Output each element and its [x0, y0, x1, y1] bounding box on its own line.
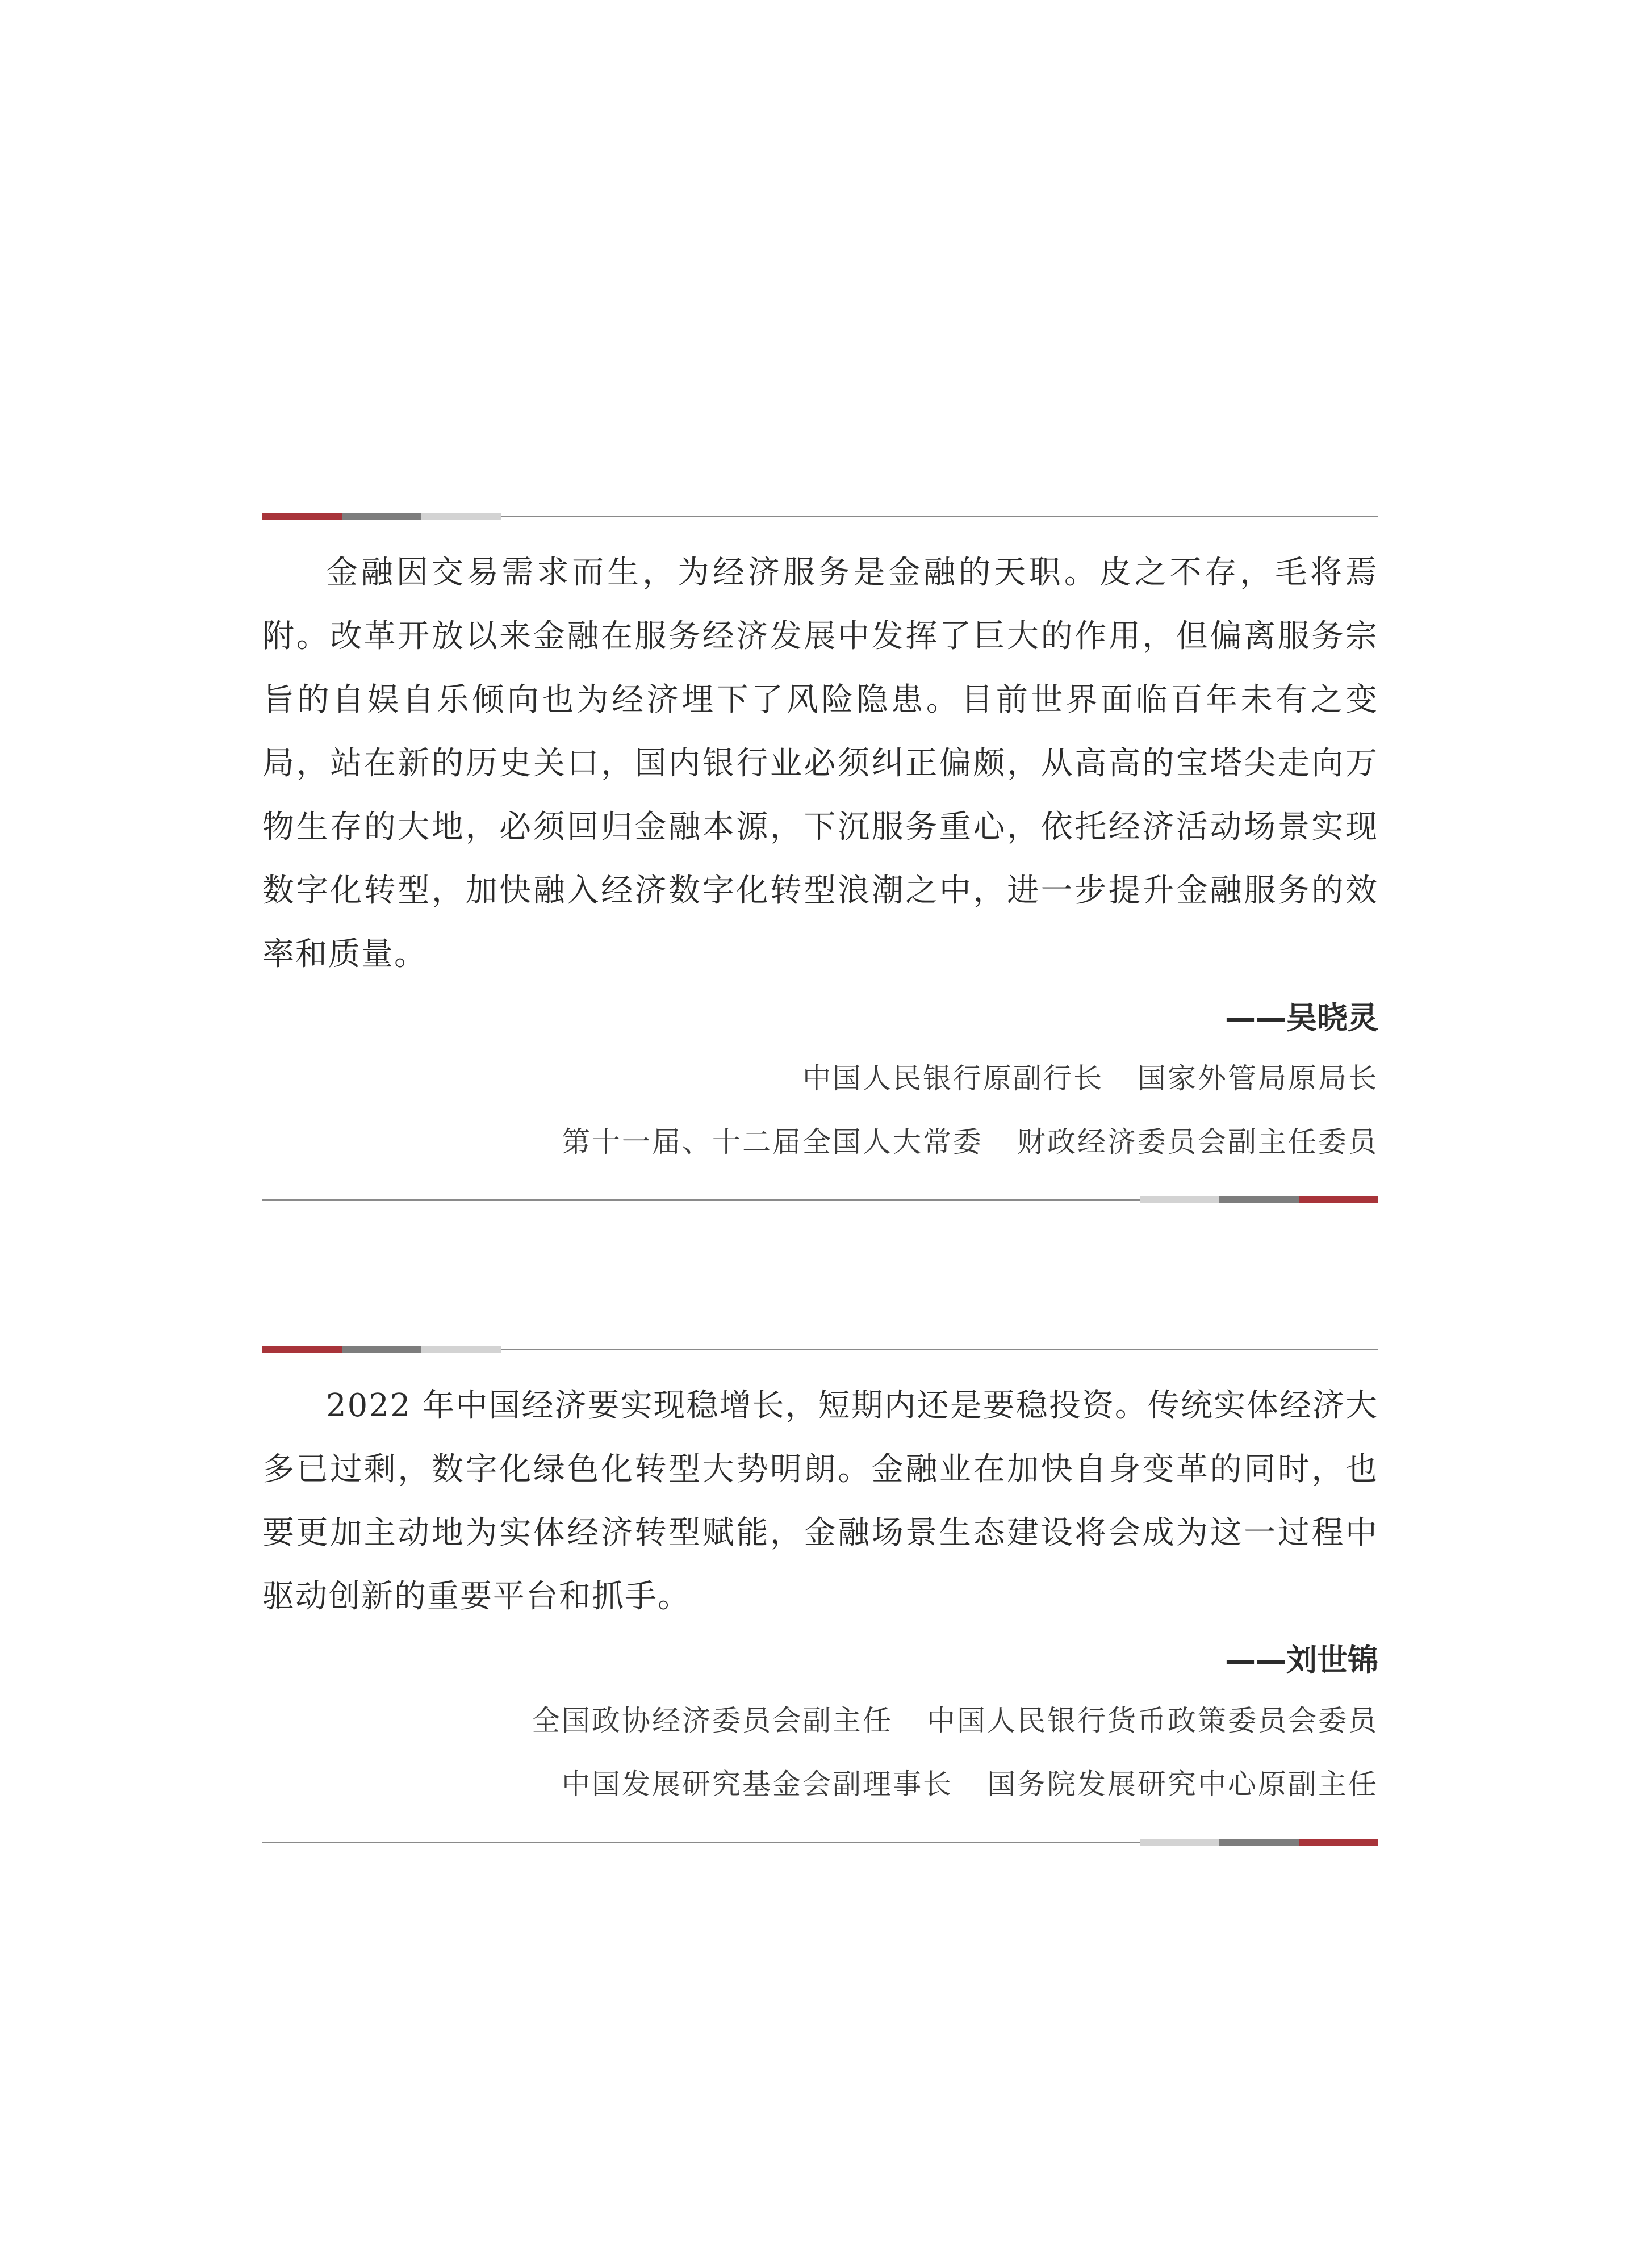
author-affiliation-line: [262, 1689, 1378, 1752]
affiliation-title: 全国政协经济委员会副主任: [532, 1704, 893, 1737]
author-affiliation-line: [262, 1752, 1378, 1816]
bottom-divider: [262, 1196, 1378, 1203]
quote-block-1: [262, 513, 1378, 1203]
quote-author: ——吴晓灵: [1225, 1000, 1378, 1036]
quote-text: 金融因交易需求而生，为经济服务是金融的天职。皮之不存，毛将焉附。改革开放以来金融在服务经济发展中发挥了巨大的作用，但偏离服务宗旨的自娱自乐倾向也为经济埋下了风险隐患。目前世界面临百年未有之变局，站在新的历史关口，国内银行业必须纠正偏颇，从高高的宝塔尖走向万物生存的大地，必须回归金融本源，下沉服务重心，依托经济活动场景实现数字化转型，加快融入经济数字化转型浪潮之中，进一步提升金融服务的效率和质量。: [262, 554, 1378, 973]
affiliation-title: 中国发展研究基金会副理事长: [562, 1768, 953, 1801]
affiliation-title: 第十一届、十二届全国人大常委: [562, 1125, 983, 1158]
quote-block-2: [262, 1346, 1378, 1846]
affiliation-title: 中国人民银行原副行长: [802, 1062, 1103, 1095]
affiliation-title: 中国人民银行货币政策委员会委员: [927, 1704, 1378, 1737]
quote-author: ——刘世锦: [1225, 1642, 1378, 1678]
top-divider: [262, 1346, 1378, 1353]
top-divider: [262, 513, 1378, 520]
author-affiliation-line: [262, 1047, 1378, 1110]
author-affiliation-line: [262, 1110, 1378, 1174]
affiliation-title: 财政经济委员会副主任委员: [1017, 1125, 1378, 1158]
bottom-divider: [262, 1839, 1378, 1846]
quote-text: 2022 年中国经济要实现稳增长，短期内还是要稳投资。传统实体经济大多已过剩，数字化绿色化转型大势明朗。金融业在加快自身变革的同时，也要更加主动地为实体经济转型赋能，金融场景生态建设将会成为这一过程中驱动创新的重要平台和抓手。: [262, 1387, 1378, 1615]
affiliation-title: 国家外管局原局长: [1138, 1062, 1378, 1095]
affiliation-title: 国务院发展研究中心原副主任: [987, 1768, 1378, 1801]
